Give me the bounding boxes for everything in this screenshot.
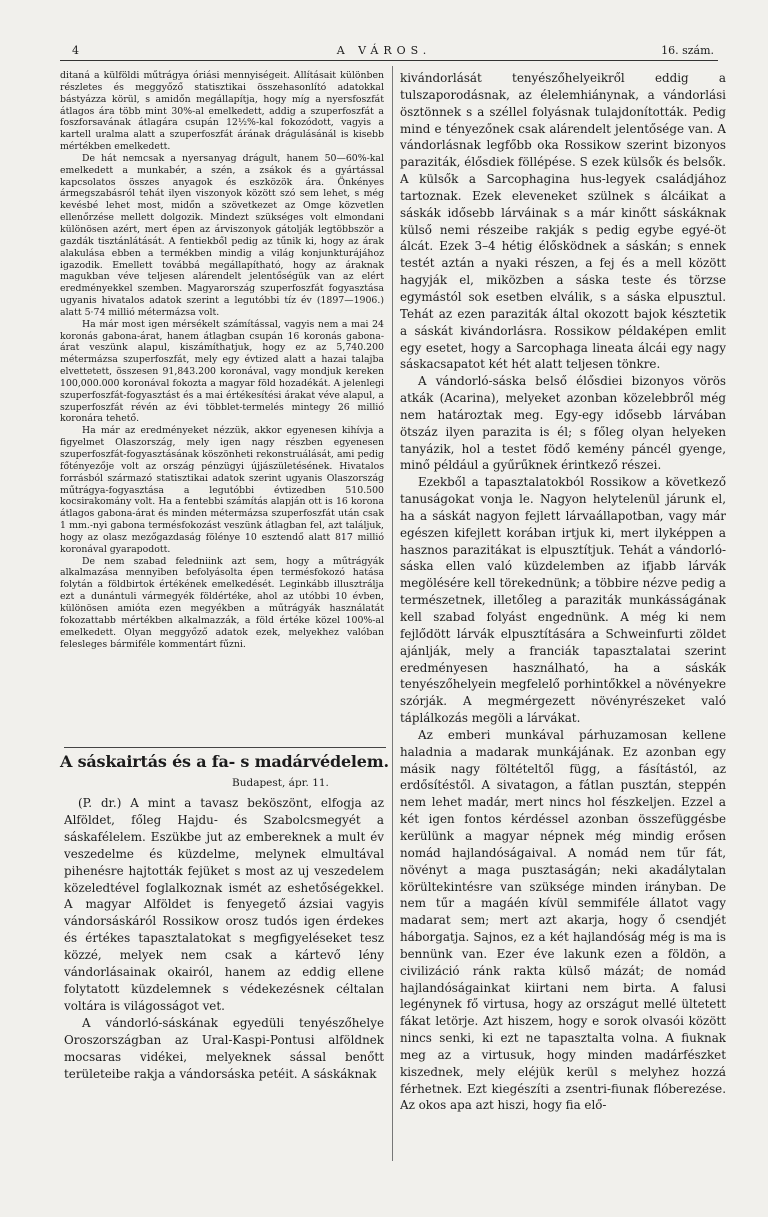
article-paragraph: Ezekből a tapasztalatokból Rossikow a következő tanuságokat vonja le. Nagyon helytelenül járunk el, ha a sáskát nagyon fejlett lárvaállapotban, vagy már egészen kifejlett korában irtjuk ki, mert ilyképpen a hasznos parazitákat is elpusztítjuk. Tehát a vándorló-sáska ellen való küzdelemben az ifjabb lárvák megölésére kell törekednünk; a többire nézve pedig a természetnek, illetőleg a paraziták munkásságának kell szabad folyást engednünk. A még ki nem fejlődött lárvák elpusztítására a Schweinfurti zöldet ajánlják, mely a franciák tapasztalatai szerint eredményesen használható, ha a sáskák tenyészőhelyein megfelelő porhintőkkel a növényekre szórják. A megmérgezett növényrészeket való táplálkozás megöli a lárvákat. — [400, 475, 726, 726]
article-separator-rule — [64, 747, 386, 748]
issue-number: 16. szám. — [661, 44, 714, 57]
article-dateline: Budapest, ápr. 11. — [232, 777, 329, 789]
column-divider — [392, 66, 393, 1161]
left-paragraph: Ha már most igen mérsékelt számítással, vagyis nem a mai 24 koronás gabona-árat, hanem átlagban csupán 16 koronás gabona-árat veszünk alapul, kiszámíthatjuk, hogy ez az 5,740.200 métermázsa szuperfoszfát, mely egy évtized alatt a hazai talajba elvettetett, összesen 91,843.200 koronával, vagy mondjuk kereken 100,000.000 koronával fokozta a magyar föld hozadékát. A jelenlegi szuperfoszfát-fogyasztást és a mai értékesítési árakat véve alapul, a szuperfoszfát révén az évi többlet-termelés mintegy 26 millió koronára tehető. — [60, 318, 384, 425]
article-right-column — [400, 70, 726, 1165]
left-paragraph: ditaná a külföldi műtrágya óriási mennyiségeit. Állításait különben részletes és meggyőző statisztikai összehasonlító adatokkal bástyázza körül, s amidőn megállapítja, hogy míg a nyersfoszfát átlagos ára több mint 30%-al emelkedett, addig a szuperfoszfát a foszforsavának átlagára csupán 12½%-kal fokozódott, vagyis a kartell uralma alatt a szuperfoszfát árának drágulásánál is kisebb mértékben emelkedett. — [60, 70, 384, 153]
article-paragraph: A vándorló-sáska belső élősdiei bizonyos vörös atkák (Acarina), melyeket azonban közelebbről még nem határoztak meg. Egy-egy idősebb lárvában ötszáz ilyen parazita is él; s főleg olyan helyeken tanyázik, hol a testet födő kemény páncél gyenge, minő például a gyűrűknek érintkező részei. — [400, 374, 726, 473]
article-left-body — [64, 795, 384, 1165]
article-paragraph: Az emberi munkával párhuzamosan kellene haladnia a madarak munkájának. Ez azonban egy másik nagy föltételtől függ, a fásítástól, az erdősítéstől. A sivatagon, a fátlan pusztán, steppén nem lehet madár, mert nincs hol fészkeljen. Ezzel a két igen fontos kérdéssel azonban összefüggésbe kerülünk a magyar népnek még mindig erősen nomád hajlandóságaival. A nomád nem tűr fát, növényt a maga pusztaságán; neki akadálytalan körültekintésre van szüksége minden irányban. De nem tűr a magáén kívül semmiféle állatot vagy madarat sem; mert azt akarja, hogy ő csendjét háborgatja. Sajnos, ez a két hajlandóság még is ma is bennünk van. Ezer éve lakunk ezen a földön, a civilizáció ránk rakta külső mázát; de nomád hajlandóságainkat kiirtani nem birta. A falusi legénynek fő virtusa, hogy az országut mellé ültetett fákat letörje. Azt hiszem, hogy e sorok olvasói között nincs senki, ki ezt ne tapasztalta volna. A fiuknak meg az a virtusuk, hogy minden madárfészket kiszednek, mely eléjük kerül s melyhez hozzá férhetnek. Ezt kiegészíti a zsentri-fiunak flóberezése. Az okos apa azt hiszi, hogy fia elő- — [400, 727, 726, 1113]
article-paragraph: (P. dr.) A mint a tavasz beköszönt, elfogja az Alföldet, főleg Hajdu- és Szabolcsmegyét a sáskafélelem. Eszükbe jut az embereknek a mult év veszedelme és küzdelme, melynek elmultával pihenésre hajtották fejüket s most az uj veszedelem közeledtével foglalkoznak ismét az eshetőségekkel. A magyar Alföldet is fenyegető ázsiai vagyis vándorsáskáról Rossikow orosz tudós igen érdekes és értékes tapasztalatokat s megfigyeléseket tesz közzé, melyek nem csak a kártevő lény vándorlásainak okairól, hanem az eddig ellene folytatott küzdelemnek s védekezésnek céltalan voltára is világosságot vet. — [64, 796, 384, 1013]
page-number: 4 — [72, 44, 79, 57]
article-paragraph: kivándorlását tenyészőhelyeikről eddig a tulszaporodásnak, az élelemhiánynak, a vándorlási ösztönnek s a széllel folyásnak tulajdonították. Pedig mind e tényezőnek csak alárendelt jelentősége van. A vándorlásnak legfőbb oka Rossikow szerint bizonyos paraziták, élősdiek föllépése. S ezek külsők és belsők. A külsők a Sarcophagina hus-legyek családjához tartoznak. Ezek eleveneket szülnek s álcáikat a sáskák idősebb lárváinak s a már kinőtt sáskáknak külső nemi részeibe rakják s pedig egybe egyé-öt álcát. Ezek 3–4 hétig élősködnek a sáskán; s ennek testét aztán a nyaki részen, a fej és a mell között hagyják el, miközben a sáska teste és törzse egymástól sok esetben elválik, s a sáska elpusztul. Tehát az ezen paraziták által okozott bajok késztetik a sáskát kivándorlásra. Rossikow példaképen emlit egy esetet, hogy a Sarcophaga lineata álcái egy nagy sáskacsapatot két hét alatt teljesen tönkre. — [400, 71, 726, 372]
article-title: A sáskairtás és a fa- s madárvédelem. — [60, 752, 389, 771]
running-title: A VÁROS. — [336, 44, 432, 57]
header-rule — [60, 60, 718, 61]
left-paragraph: Ha már az eredményeket nézzük, akkor egyenesen kihívja a figyelmet Olaszország, mely igen nagy részben egyenesen szuperfoszfát-fogyasztásának köszönheti rekonstruálását, ami pedig főtényezője volt az ország pénzügyi újjászületésének. Hivatalos forrásból származó statisztikai adatok szerint ugyanis Olaszország műtrágya-fogyasztása a legutóbbi évtizedben 510.500 kocsirakomány volt. Ha a fentebbi számítás alapján ott is 16 korona átlagos gabona-árat és minden métermázsa szuperfoszfát után csak 1 mm.-nyi gabona termésfokozást veszünk átlagban fel, azt találjuk, hogy az olasz mezőgazdaság fölénye 10 esztendő alatt 817 millió koronával gyarapodott. — [60, 425, 384, 555]
left-column-article-continuation — [60, 70, 384, 740]
left-paragraph: De nem szabad feledniink azt sem, hogy a műtrágyák alkalmazása mennyiben befolyásolta épen termésfokozó hatása folytán a földbirtok értékének emelkedését. Leginkább illusztrálja ezt a dunántuli vármegyék földértéke, ahol az utóbbi 10 évben, különösen amióta ezen megyékben a műtrágyák használatát fokozattabb mértékben alkalmazzák, a föld értéke közel 100%-al emelkedett. Olyan meggyőző adatok ezek, melyekhez valóban felesleges bármiféle kommentárt fűzni. — [60, 555, 384, 650]
article-paragraph: A vándorló-sáskának egyedüli tenyészőhelye Oroszországban az Ural-Kaspi-Pontusi alföldnek mocsaras vidékei, melyeknek sással benőtt területeibe rakja a vándorsáska petéit. A sáskáknak — [64, 1015, 384, 1081]
left-paragraph: De hát nemcsak a nyersanyag drágult, hanem 50—60%-kal emelkedett a munkabér, a szén, a zsákok és a gyártással kapcsolatos összes anyagok és eszközök ára. Önkényes ármegszabásról tehát ilyen viszonyok között szó sem lehet, s még kevésbé lehet most, midőn a szövetkezet az Omge közvetlen ellenőrzése mellett dolgozik. Mindezt szükséges volt elmondani különösen azért, mert épen az árviszonyok gátolják legtöbbször a gazdák tisztánlátását. A fentiekből pedig az tűnik ki, hogy az árak alakulása ebben a termékben mindig a világ konjunkturájához igazodik. Emellett továbbá megállapítható, hogy az áraknak magukban véve teljesen alárendelt jelentőségük van az elért eredményekkel szemben. Magyarország szuperfoszfát fogyasztása ugyanis hivatalos adatok szerint a legutóbbi tíz év (1897—1906.) alatt 5·74 millió métermázsa volt. — [60, 152, 384, 318]
